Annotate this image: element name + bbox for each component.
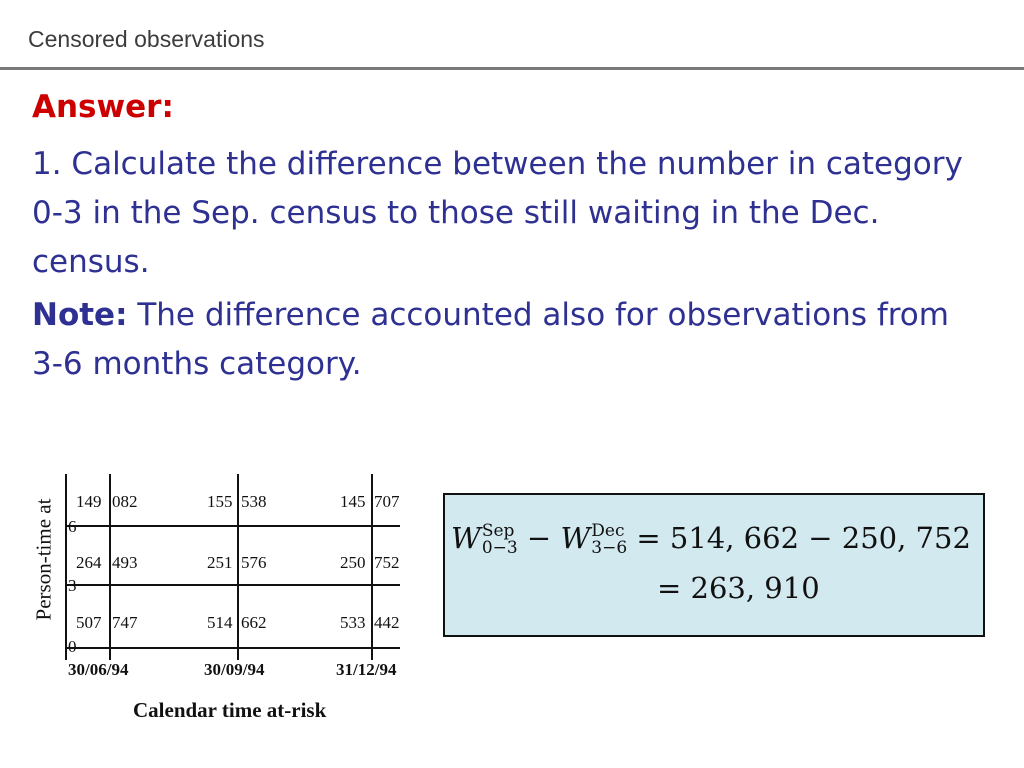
formula-line-2: = 263, 910 [657, 571, 820, 605]
formula-symbol-w: W [560, 521, 591, 555]
cell-value: 145 [340, 492, 366, 511]
note-label: Note: [32, 297, 128, 333]
formula-sup-sep: Sep [481, 521, 515, 541]
formula-line-1 [451, 521, 971, 557]
x-date-label: 30/09/94 [204, 660, 265, 679]
note-text: The difference accounted also for observations from 3-6 months category. [32, 297, 949, 382]
cell-value: 538 [241, 492, 267, 511]
x-date-label: 30/06/94 [68, 660, 129, 679]
cell-value: 155 [207, 492, 233, 511]
y-tick-label: 6 [68, 517, 77, 536]
y-tick-label: 3 [68, 576, 77, 595]
formula-sub-3-6: 3−6 [591, 538, 628, 558]
cell-value: 149 [76, 492, 102, 511]
figure-x-axis-label: Calendar time at-risk [133, 698, 327, 722]
cell-value: 576 [241, 553, 267, 572]
cell-value: 264 [76, 553, 102, 572]
cell-value: 493 [112, 553, 138, 572]
cell-value: 514 [207, 613, 233, 632]
y-tick-label: 0 [68, 637, 77, 656]
cell-value: 707 [374, 492, 400, 511]
cell-value: 251 [207, 553, 233, 572]
formula-box [443, 493, 985, 637]
formula-symbol-w: W [451, 521, 481, 555]
cell-value: 662 [241, 613, 267, 632]
formula-sub-0-3: 0−3 [481, 538, 518, 558]
cell-value: 752 [374, 553, 400, 572]
answer-label: Answer: [32, 89, 174, 125]
cell-value: 507 [76, 613, 102, 632]
cell-value: 533 [340, 613, 366, 632]
formula-minus: − [517, 521, 561, 555]
figure-y-axis-label: Person-time at [31, 498, 56, 621]
cell-value: 250 [340, 553, 366, 572]
step-1-text: 1. Calculate the difference between the number in category 0-3 in the Sep. census to those still waiting in the Dec. census. [32, 146, 963, 280]
cell-value: 082 [112, 492, 138, 511]
cell-value: 442 [374, 613, 400, 632]
formula-sup-dec: Dec [591, 521, 625, 541]
x-date-label: 31/12/94 [336, 660, 397, 679]
slide-title: Censored observations [28, 26, 265, 52]
cell-value: 747 [112, 613, 138, 632]
figure-grid [0, 0, 440, 700]
formula-rhs-1: = 514, 662 − 250, 752 [627, 521, 971, 555]
